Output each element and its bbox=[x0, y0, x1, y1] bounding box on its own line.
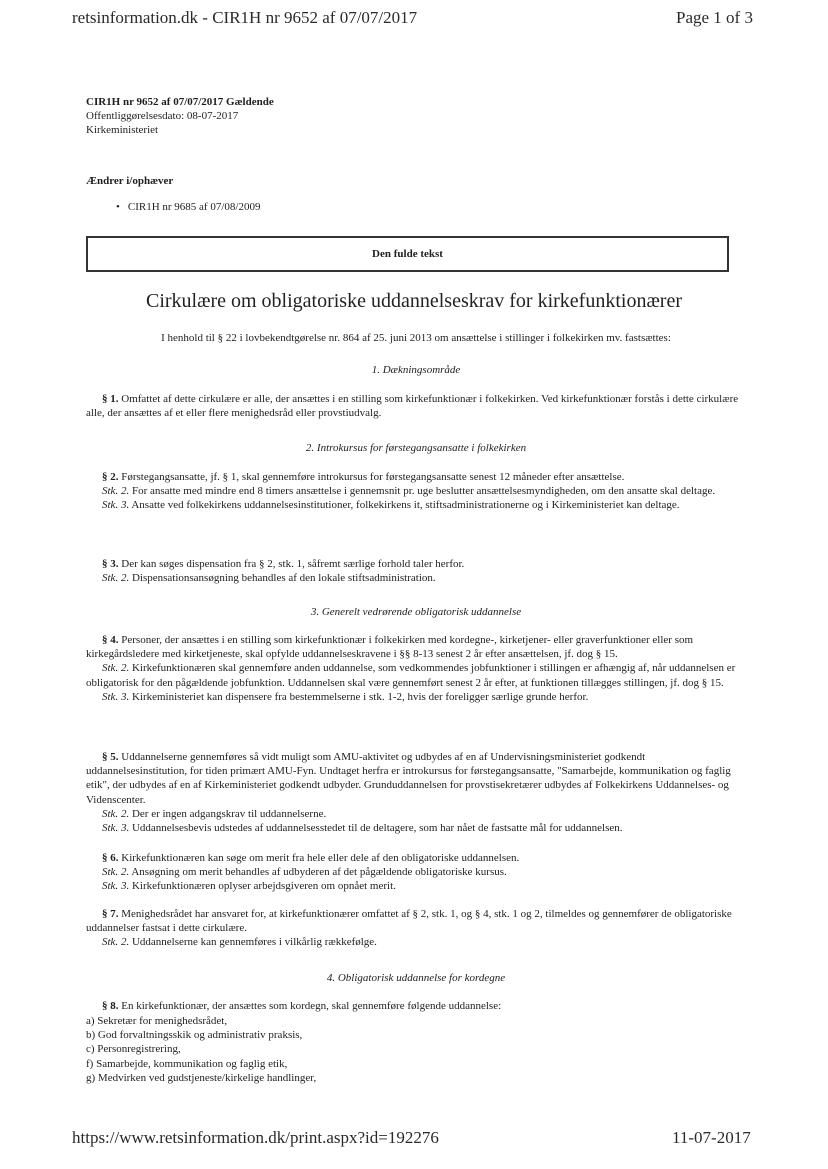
list-item: g) Medvirken ved gudstjeneste/kirkelige handlinger, bbox=[86, 1071, 317, 1084]
amends-item[interactable] bbox=[116, 201, 260, 213]
list-item: f) Samarbejde, kommunikation og faglig etik, bbox=[86, 1057, 288, 1070]
document-title: Cirkulære om obligatoriske uddannelseskrav for kirkefunktionærer bbox=[146, 290, 682, 312]
paragraph-8-list bbox=[86, 1014, 316, 1085]
paragraph-3: § 3. Der kan søges dispensation fra § 2, stk. 1, såfremt særlige forhold taler herfor. Stk. 2. Dispensationsansøgning behandles af den lokale stiftsadministration. bbox=[102, 558, 465, 585]
list-item: c) Personregistrering, bbox=[86, 1043, 181, 1056]
paragraph-5: § 5. Uddannelserne gennemføres så vidt muligt som AMU-aktivitet og udbydes af en af Undervisningsministeriet godkendt uddannelsesinstitution, for tiden primært AMU-Fyn. Undtaget herfra er introkursus for førstegangsansatte, "Samarbejde, kommunikation og faglig etik", der udbydes af en af Kirkeministeriet godkendt udbyder. Grunduddannelsen for provstisekretærer udbydes af Folkekirkens Uddannelses- og Videnscenter. Stk. 2. Der er ingen adgangskrav til uddannelserne. Stk. 3. Uddannelsesbevis udstedes af uddannelsesstedet til de deltagere, som har nået de fastsatte mål for uddannelsen. bbox=[86, 751, 731, 835]
print-footer-url: https://www.retsinformation.dk/print.aspx?id=192276 bbox=[72, 1128, 439, 1147]
paragraph-1: § 1. Omfattet af dette cirkulære er alle, der ansættes i en stilling som kirkefunktionær i folkekirken. Ved kirkefunktionær forstås i dette cirkulære alle, der ansættes af et eller flere menighedsråd eller provstiudvalg. bbox=[86, 393, 739, 420]
section-heading-1: 1. Dækningsområde bbox=[371, 364, 461, 376]
full-text-label: Den fulde tekst bbox=[372, 248, 443, 260]
print-header-title: retsinformation.dk - CIR1H nr 9652 af 07/07/2017 bbox=[72, 8, 418, 27]
list-item: b) God forvaltningsskik og administrativ praksis, bbox=[86, 1029, 303, 1042]
doc-published: Offentliggørelsesdato: 08-07-2017 bbox=[86, 110, 239, 122]
section-heading-3: 3. Generelt vedrørende obligatorisk uddannelse bbox=[310, 606, 522, 618]
print-footer-date: 11-07-2017 bbox=[672, 1128, 751, 1147]
section-heading-2: 2. Introkursus for førstegangsansatte i folkekirken bbox=[305, 442, 527, 454]
paragraph-7: § 7. Menighedsrådet har ansvaret for, at kirkefunktionærer omfattet af § 2, stk. 1, og § 4, stk. 1 og 2, tilmeldes og gennemfører de obligatoriske uddannelser fastsat i dette cirkulære. Stk. 2. Uddannelserne kan gennemføres i vilkårlig rækkefølge. bbox=[86, 908, 732, 949]
doc-meta bbox=[86, 95, 274, 137]
paragraph-8: § 8. En kirkefunktionær, der ansættes som kordegn, skal gennemføre følgende uddannelse: bbox=[102, 1000, 502, 1012]
paragraph-2: § 2. Førstegangsansatte, jf. § 1, skal gennemføre introkursus for førstegangsansatte senest 12 måneder efter ansættelse. Stk. 2. For ansatte med mindre end 8 timers ansættelse i gennemsnit pr. uge beslutter ansættelsesmyndigheden, om den ansatte skal deltage. Stk. 3. Ansatte ved folkekirkens uddannelsesinstitutioner, folkekirkens it, stiftsadministrationerne og i Kirkeministeriet kan deltage. bbox=[102, 471, 716, 512]
doc-id-line: CIR1H nr 9652 af 07/07/2017 Gældende bbox=[86, 96, 274, 108]
section-heading-4: 4. Obligatorisk uddannelse for kordegne bbox=[326, 972, 506, 984]
intro-text: I henhold til § 22 i lovbekendtgørelse nr. 864 af 25. juni 2013 om ansættelse i stillinger i folkekirken mv. fastsættes: bbox=[161, 332, 671, 344]
list-item: a) Sekretær for menighedsrådet, bbox=[86, 1015, 228, 1027]
full-text-box bbox=[86, 236, 729, 272]
amends-item-link[interactable]: CIR1H nr 9685 af 07/08/2009 bbox=[127, 201, 261, 213]
paragraph-number: § 1. bbox=[102, 393, 119, 405]
print-header-page: Page 1 of 3 bbox=[676, 8, 753, 27]
bullet-icon: • bbox=[116, 201, 120, 213]
paragraph-4: § 4. Personer, der ansættes i en stilling som kirkefunktionær i folkekirken med kordegne-, kirketjener- eller graverfunktioner eller som kirkegårdsledere med kirketjeneste, skal opfylde uddannelseskravene i §§ 8-13 senest 2 år efter ansættelsen, jf. dog § 15. Stk. 2. Kirkefunktionæren skal gennemføre anden uddannelse, som vedkommendes jobfunktioner i stillingen er afhængig af, når uddannelsen er obligatorisk for den pågældende jobfunktion. Uddannelsen skal være gennemført senest 2 år efter, at funktionen tillægges stillingen, jf. dog § 15. Stk. 3. Kirkeministeriet kan dispensere fra bestemmelserne i stk. 1-2, hvis der foreligger særlige grunde herfor. bbox=[86, 634, 736, 703]
paragraph-6: § 6. Kirkefunktionæren kan søge om merit fra hele eller dele af den obligatoriske uddannelsen. Stk. 2. Ansøgning om merit behandles af udbyderen af det pågældende obligatoriske kursus. Stk. 3. Kirkefunktionæren oplyser arbejdsgiveren om opnået merit. bbox=[102, 852, 520, 893]
doc-ministry: Kirkeministeriet bbox=[86, 124, 159, 136]
amends-heading: Ændrer i/ophæver bbox=[86, 175, 174, 187]
